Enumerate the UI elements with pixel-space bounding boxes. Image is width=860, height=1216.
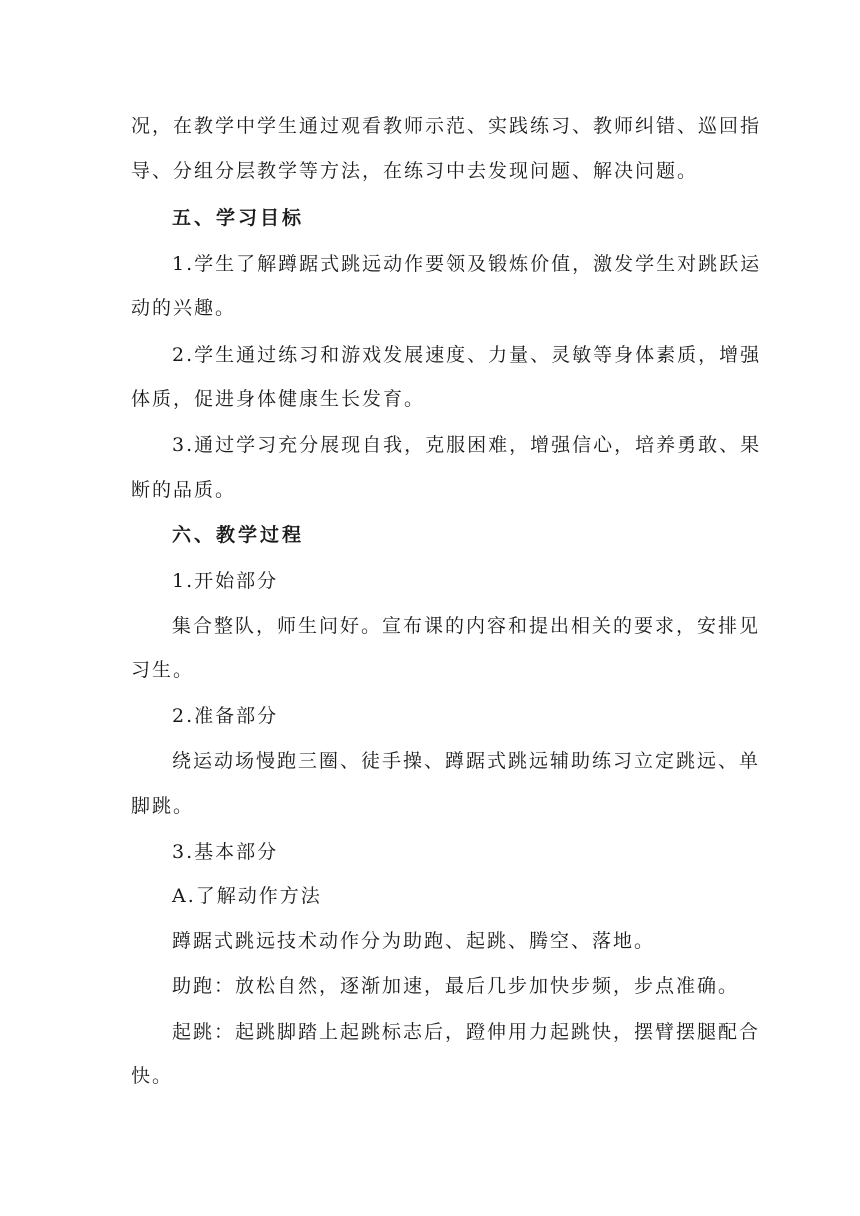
subsection-a-title: A.了解动作方法 (172, 885, 322, 907)
preparation-section-line: 绕运动场慢跑三圈、徒手操、蹲踞式跳远辅助练习立定跳远、单 (172, 750, 761, 772)
subsection-title-preparation: 2.准备部分 (172, 705, 279, 727)
preparation-section-line: 脚跳。 (131, 795, 195, 817)
section-heading-teaching-process: 六、教学过程 (172, 524, 305, 546)
section-heading-learning-goals: 五、学习目标 (172, 207, 305, 229)
start-section-line: 集合整队，师生问好。宣布课的内容和提出相关的要求，安排见 (172, 615, 761, 637)
start-section-line: 习生。 (131, 659, 195, 681)
goal-3-line: 3.通过学习充分展现自我，克服困难，增强信心，培养勇敢、果 (172, 434, 762, 456)
subsection-title-start: 1.开始部分 (172, 570, 279, 592)
paragraph-line: 导、分组分层教学等方法，在练习中去发现问题、解决问题。 (131, 160, 699, 182)
subsection-title-basic: 3.基本部分 (172, 841, 279, 863)
goal-2-line: 2.学生通过练习和游戏发展速度、力量、灵敏等身体素质，增强 (172, 344, 762, 366)
takeoff-description-line: 快。 (131, 1065, 174, 1087)
takeoff-description-line: 起跳：起跳脚踏上起跳标志后，蹬伸用力起跳快，摆臂摆腿配合 (172, 1021, 761, 1043)
technique-intro: 蹲踞式跳远技术动作分为助跑、起跳、腾空、落地。 (172, 930, 656, 952)
runup-description: 助跑：放松自然，逐渐加速，最后几步加快步频，步点准确。 (172, 975, 740, 997)
goal-1-line: 1.学生了解蹲踞式跳远动作要领及锻炼价值，激发学生对跳跃运 (172, 253, 762, 275)
goal-3-line: 断的品质。 (131, 479, 237, 501)
paragraph-line: 况，在教学中学生通过观看教师示范、实践练习、教师纠错、巡回指 (131, 115, 762, 137)
goal-1-line: 动的兴趣。 (131, 297, 237, 319)
goal-2-line: 体质，促进身体健康生长发育。 (131, 388, 426, 410)
